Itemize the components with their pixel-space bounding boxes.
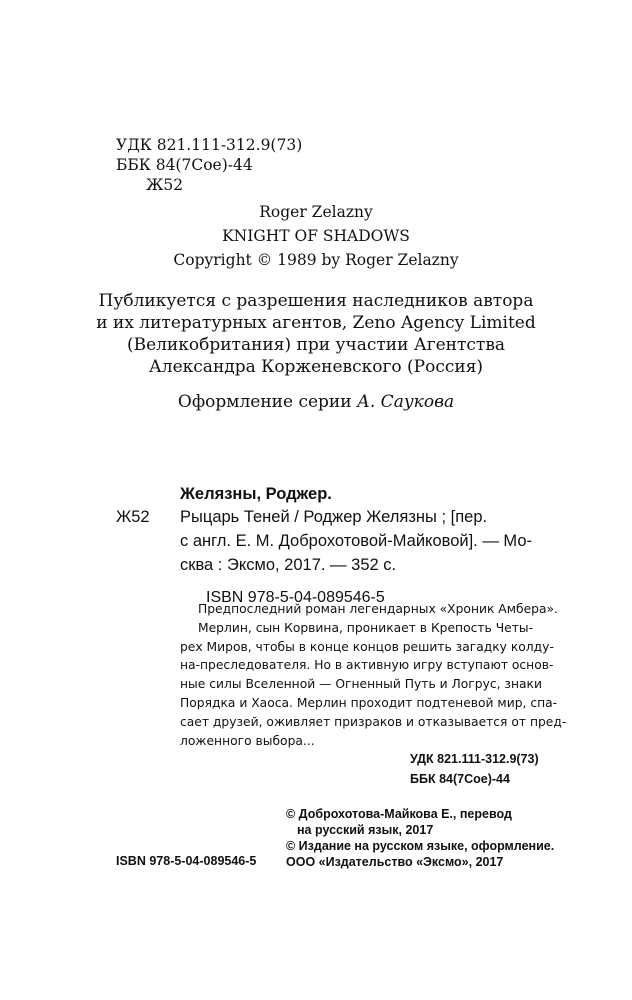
copyright-line: © Доброхотова-Майкова Е., перевод — [286, 807, 512, 821]
catalog-line: с англ. Е. М. Доброхотовой-Майковой]. — Мо- — [180, 532, 533, 550]
annotation-line: ные силы Вселенной — Огненный Путь и Логрус, знаки — [180, 677, 542, 692]
annotation-line: на-преследователя. Но в активную игру вступают основ- — [180, 658, 554, 673]
series-designer: А. Саукова — [357, 392, 455, 412]
catalog-line: сква : Эксмо, 2017. — 352 с. — [180, 556, 397, 574]
copyright-line: © Издание на русском языке, оформление. — [286, 839, 555, 853]
catalog-index: Ж52 — [116, 508, 150, 526]
copyright-line: ООО «Издательство «Эксмо», 2017 — [286, 855, 504, 869]
permission-line: Публикуется с разрешения наследников автора — [98, 291, 534, 311]
annotation-line: ложенного выбора... — [180, 733, 315, 748]
annotation-line: Порядка и Хаоса. Мерлин проходит подтеневой мир, спа- — [180, 695, 558, 710]
permission-line: и их литературных агентов, Zeno Agency Limited — [96, 313, 536, 333]
bbk-code: ББК 84(7Сое)-44 — [116, 156, 253, 174]
series-design — [0, 392, 632, 412]
catalog-bbk: ББК 84(7Сое)-44 — [410, 772, 510, 786]
catalog-udk: УДК 821.111-312.9(73) — [410, 752, 539, 766]
series-label: Оформление серии — [177, 392, 352, 412]
copyright-block — [286, 806, 554, 870]
catalog-isbn: ISBN 978-5-04-089546-5 — [206, 589, 385, 606]
annotation-line: Предпоследний роман легендарных «Хроник Амбера». — [198, 602, 558, 616]
catalog-line: Рыцарь Теней / Роджер Желязны ; [пер. — [180, 508, 488, 526]
copyright-line: на русский язык, 2017 — [297, 823, 434, 837]
udk-code: УДК 821.111-312.9(73) — [116, 136, 303, 154]
permission-line: (Великобритания) при участии Агентства — [126, 335, 506, 355]
annotation-line: рех Миров, чтобы в конце концов решить загадку колду- — [180, 639, 554, 654]
original-title: KNIGHT OF SHADOWS — [222, 227, 410, 245]
footer-isbn: ISBN 978-5-04-089546-5 — [116, 854, 257, 868]
catalog-author-heading: Желязны, Роджер. — [180, 485, 332, 503]
author-mark: Ж52 — [146, 176, 184, 194]
permission-line: Александра Корженевского (Россия) — [148, 357, 484, 377]
original-copyright: Copyright © 1989 by Roger Zelazny — [173, 251, 459, 269]
original-author: Roger Zelazny — [259, 203, 373, 221]
annotation-line: Мерлин, сын Корвина, проникает в Крепость Четы- — [198, 620, 534, 635]
annotation — [180, 600, 567, 750]
permission-notice — [0, 290, 632, 378]
annotation-line: сает друзей, оживляет призраков и отказывается от пред- — [180, 714, 567, 729]
